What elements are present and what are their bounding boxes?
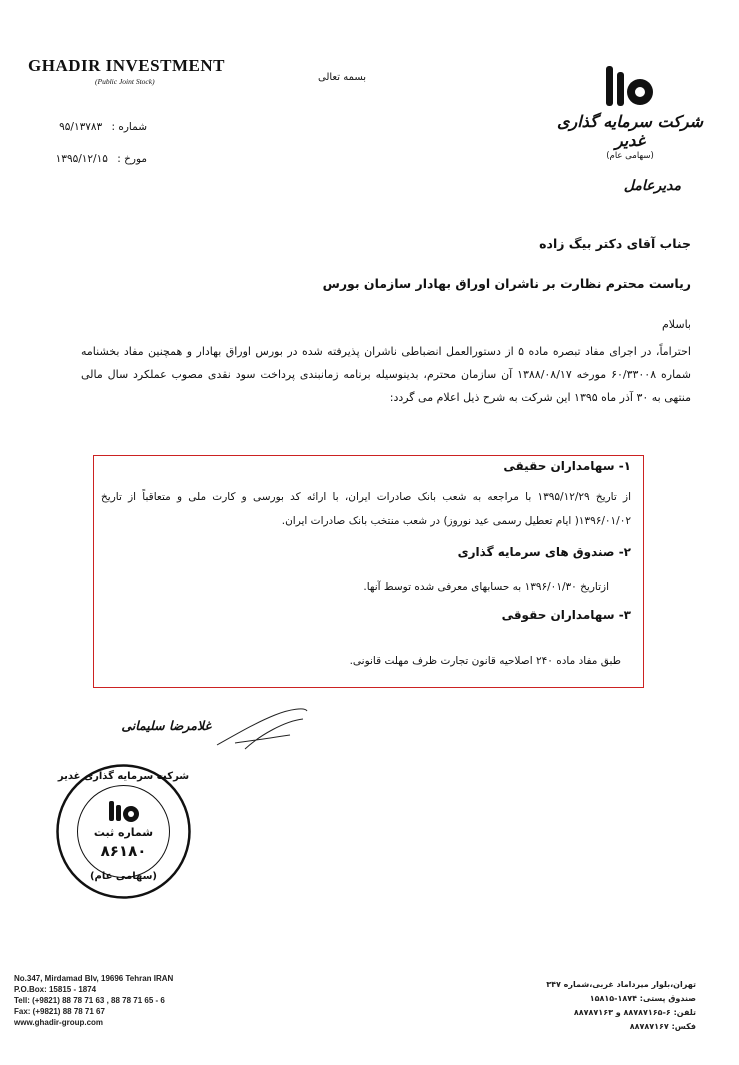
seal-type: (سهامی عام) [89, 871, 158, 882]
seal-reg-number: ۸۶۱۸۰ [100, 842, 147, 860]
seal-reg-label: شماره ثبت [93, 826, 154, 839]
footer-fa-line: تلفن: ۶-۸۸۷۸۷۱۶۵ و ۸۸۷۸۷۱۶۳ [573, 1008, 696, 1017]
footer-fa-line: صندوق پستی: ۱۸۷۴-۱۵۸۱۵ [589, 994, 696, 1003]
letter-number-value: ۹۵/۱۳۷۸۳ [59, 121, 103, 133]
footer-en-line: Fax: (+9821) 88 78 71 67 [14, 1007, 105, 1016]
footer-fa-line: فکس: ۸۸۷۸۷۱۶۷ [629, 1022, 696, 1031]
intro-paragraph: احتراماً، در اجرای مفاد تبصره ماده ۵ از دستورالعمل انضباطی ناشران پذیرفته شده در بورس اوراق بهادار و همچنین مفاد بخشنامه شماره ۶۰/۳۳۰۰۸ مورخه ۱۳۸۸/۰۸/۱۷ آن سازمان محترم، بدینوسیله برنامه زمانبندی پرداخت سود نقدی مصوب عملکرد سال مالی منتهی به ۳۰ آذر ماه ۱۳۹۵ این شرکت به شرح ذیل اعلام می گردد: [81, 345, 692, 404]
footer-address-en [14, 973, 173, 1028]
section-heading: ۲- صندوق های سرمایه گذاری [457, 545, 631, 559]
company-logo-block [555, 62, 705, 161]
addressee-role: ریاست محترم نظارت بر ناشران اوراق بهادار سازمان بورس [322, 276, 691, 291]
section-heading: ۳- سهامداران حقوقی [501, 608, 631, 622]
signature-scribble [215, 705, 310, 759]
ceo-title: مدیرعامل [623, 178, 681, 194]
company-seal [55, 763, 192, 900]
company-name-fa: شرکت سرمایه گذاری غدیر [556, 112, 704, 150]
letter-number [59, 121, 147, 133]
company-name-en: GHADIR INVESTMENT [28, 56, 225, 75]
addressee: جناب آقای دکتر بیگ زاده [539, 236, 691, 251]
section-text: طبق مفاد ماده ۲۴۰ اصلاحیه قانون تجارت ظرف مهلت قانونی. [349, 655, 621, 667]
greeting: باسلام [661, 318, 691, 331]
letter-number-label: شماره : [111, 121, 147, 133]
footer-website: www.ghadir-group.com [14, 1018, 104, 1027]
company-type-fa: (سهامی عام) [606, 151, 654, 161]
footer-en-line: Tell: (+9821) 88 78 71 63 , 88 78 71 65 - 6 [14, 996, 165, 1005]
letter-date [56, 153, 147, 165]
section-text: از تاریخ ۱۳۹۵/۱۲/۲۹ با مراجعه به شعب بانک صادرات ایران، با ارائه کد بورسی و کارت ملی و متعاقباً از تاریخ ۱۳۹۶/۰۱/۰۲( ایام تعطیل رسمی عید نوروز) در شعب منتخب بانک صادرات ایران. [101, 491, 631, 527]
footer-en-line: No.347, Mirdamad Blv, 19696 Tehran IRAN [14, 974, 174, 983]
letter-date-label: مورخ : [117, 153, 147, 165]
footer-en-line: P.O.Box: 15815 - 1874 [14, 985, 97, 994]
section-heading: ۱- سهامداران حقیقی [503, 459, 631, 473]
section-text: ازتاریخ ۱۳۹۶/۰۱/۳۰ به حسابهای معرفی شده توسط آنها. [363, 581, 609, 593]
footer-address-fa [546, 978, 696, 1034]
ghadir-logo-icon [600, 62, 660, 110]
footer-fa-line: تهران،بلوار میرداماد غربی،شماره ۳۴۷ [546, 980, 696, 989]
signer-name: غلامرضا سلیمانی [121, 718, 211, 733]
invocation: بسمه تعالی [318, 72, 367, 83]
seal-ring-text: شرکت سرمایه گذاری غدیر [57, 771, 190, 782]
letter-date-value: ۱۳۹۵/۱۲/۱۵ [55, 153, 108, 165]
company-type-en: (Public Joint Stock) [95, 77, 155, 86]
